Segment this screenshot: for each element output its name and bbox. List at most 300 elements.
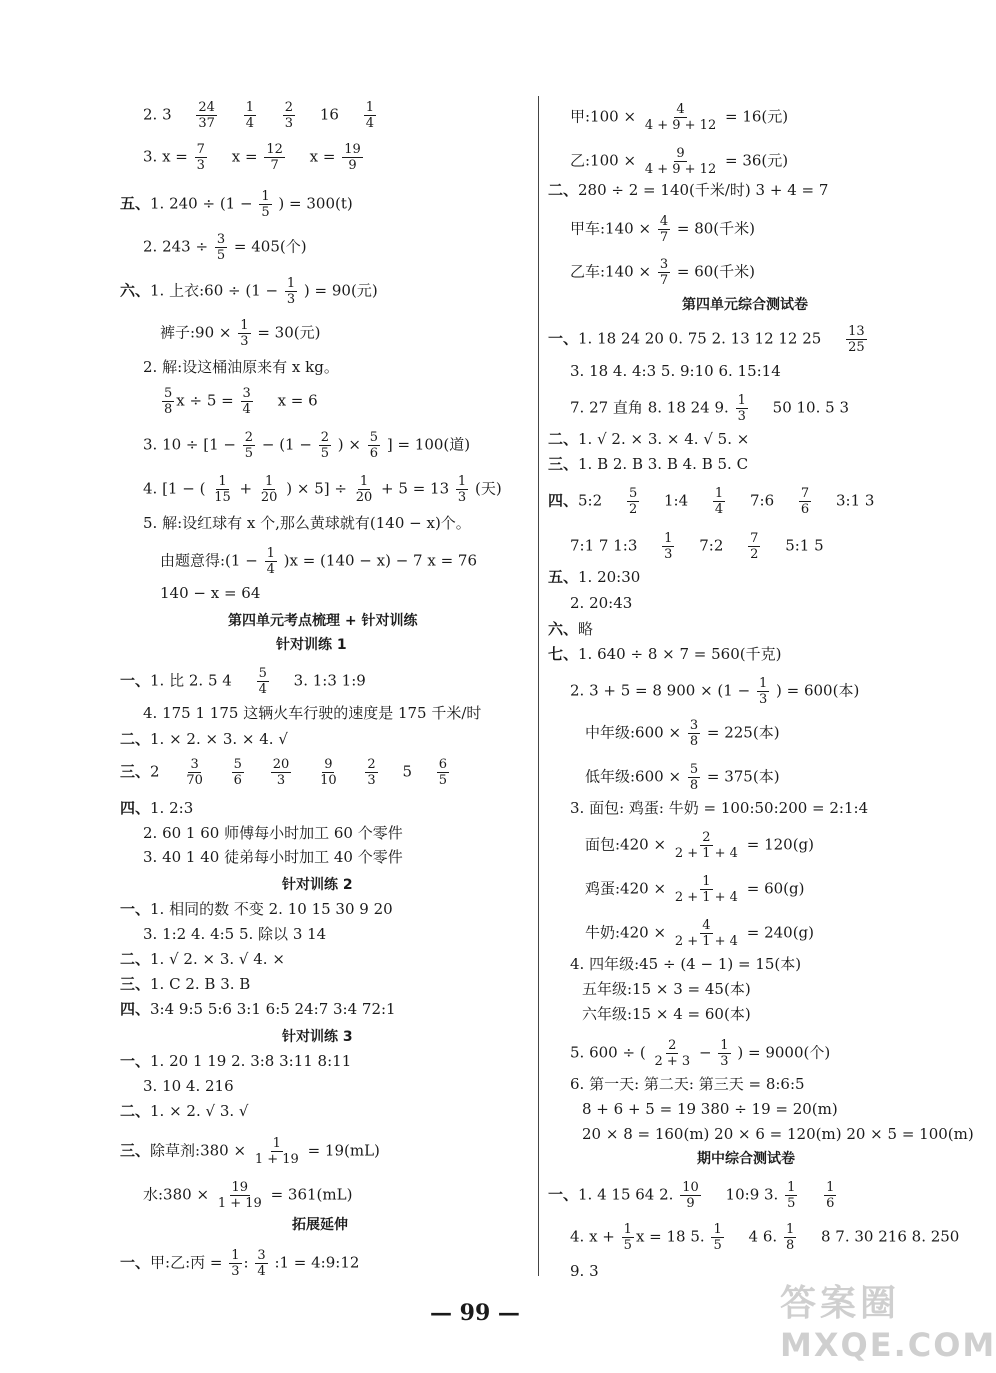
fraction: [238, 318, 250, 349]
fraction: [342, 142, 363, 173]
text: 甲:100 ×: [570, 107, 637, 126]
denominator: 5: [320, 446, 329, 461]
numerator: 1: [702, 874, 711, 889]
text: = 375(本): [706, 767, 780, 786]
section-label: 三、: [548, 455, 579, 473]
text: ) = 90(元): [303, 281, 378, 300]
numerator: 1: [787, 1180, 796, 1195]
numerator: 1: [272, 1136, 281, 1151]
answer-line: [570, 1038, 830, 1069]
numerator: 10: [682, 1180, 699, 1195]
denominator: 3: [196, 158, 205, 173]
fraction: [365, 757, 377, 788]
numerator: 1: [286, 276, 296, 291]
text: 5:2: [578, 491, 603, 510]
numerator: 1: [713, 1222, 722, 1237]
answer-line: 140 − x = 64: [160, 584, 261, 602]
numerator: 1: [265, 474, 274, 489]
text: +: [239, 479, 253, 498]
numerator: 4: [659, 214, 669, 229]
answer-line: [570, 102, 788, 133]
section-label: 二、: [120, 730, 151, 748]
section-label: 三、: [120, 762, 151, 781]
text: = 16(元): [725, 107, 789, 126]
denominator: 4: [714, 502, 724, 517]
text: )x = (140 − x) − 7 x = 76: [283, 551, 478, 570]
denominator: 3: [367, 773, 376, 788]
denominator: 4: [266, 562, 275, 577]
section-label: 二、: [120, 950, 151, 968]
denominator: 7: [659, 273, 669, 288]
text: 4 6.: [748, 1227, 778, 1246]
denominator: 4 + 9 + 12: [644, 162, 717, 177]
numerator: 1: [714, 486, 724, 501]
denominator: 8: [785, 1238, 795, 1253]
numerator: 1: [758, 676, 768, 691]
text: x =: [231, 147, 258, 166]
fraction: [244, 100, 256, 131]
denominator: 2: [750, 547, 759, 562]
section-label: 七、: [548, 645, 579, 663]
denominator: 25: [848, 340, 865, 355]
text: ) = 9000(个): [737, 1043, 831, 1062]
section-label: 二、: [120, 1102, 151, 1120]
numerator: 5: [258, 666, 267, 681]
numerator: 1: [664, 531, 673, 546]
denominator: 15: [214, 490, 231, 505]
fraction: [257, 666, 269, 697]
text: ) = 600(本): [776, 681, 860, 700]
answer-line: [548, 324, 869, 355]
fraction: [748, 531, 760, 562]
numerator: 24: [198, 100, 215, 115]
text: x ÷ 5 =: [176, 391, 234, 410]
denominator: 2 + 3: [654, 1054, 691, 1069]
answer-line: [585, 830, 814, 861]
fraction: [688, 762, 700, 793]
numerator: 12: [266, 142, 283, 157]
fraction: [711, 1222, 723, 1253]
denominator: 6: [800, 502, 810, 517]
text: 7:2: [699, 536, 724, 555]
text: −: [698, 1043, 712, 1062]
fraction: [643, 146, 718, 177]
numerator: 1: [218, 474, 227, 489]
text: 3:1 3: [835, 491, 875, 510]
denominator: 9: [348, 158, 357, 173]
denominator: 8: [689, 734, 699, 749]
numerator: 5: [164, 386, 173, 401]
text: 280 ÷ 2 = 140(千米/时) 3 + 4 = 7: [578, 181, 829, 199]
fraction: [196, 100, 217, 131]
numerator: 1: [826, 1180, 835, 1195]
fraction: [718, 1038, 730, 1069]
answer-line: [570, 531, 824, 562]
denominator: 2 + 1 + 4: [674, 846, 738, 861]
section-label: 一、: [548, 329, 579, 348]
section-heading: 针对训练 3: [282, 1029, 353, 1045]
text: 5. 600 ÷ (: [570, 1043, 646, 1062]
fraction: [622, 1222, 634, 1253]
text: :1 = 4:9:12: [274, 1253, 360, 1272]
text: + 5 = 13: [381, 479, 450, 498]
denominator: 3: [276, 773, 286, 788]
text: 甲:乙:丙 =: [150, 1253, 223, 1272]
text: = 19(mL): [307, 1141, 380, 1160]
section-label: 一、: [120, 1253, 151, 1272]
answer-line: [120, 666, 366, 697]
text: 5:1 5: [785, 536, 824, 555]
denominator: 5: [713, 1238, 722, 1253]
text: 1:4: [664, 491, 689, 510]
section-label: 四、: [120, 1000, 151, 1018]
denominator: 3: [758, 692, 768, 707]
text: 3. 10 ÷ [1 −: [143, 435, 237, 454]
denominator: 2 + 1 + 4: [674, 934, 738, 949]
fraction: [673, 918, 740, 949]
text: 1. 20 1 19 2. 3:8 3:11 8:11: [150, 1052, 352, 1070]
denominator: 3: [231, 1264, 240, 1279]
section-label: 二、: [548, 430, 579, 448]
answer-line: [585, 874, 804, 905]
section-label: 一、: [120, 900, 151, 918]
text: 7. 27 直角 8. 18 24 9.: [570, 398, 729, 417]
denominator: 6: [233, 773, 242, 788]
numerator: 1: [623, 1222, 632, 1237]
text: 8 7. 30 216 8. 250: [821, 1227, 960, 1246]
numerator: 1: [240, 318, 249, 333]
denominator: 4: [258, 682, 267, 697]
text: 中年级:600 ×: [585, 723, 682, 742]
denominator: 4: [242, 402, 251, 417]
fraction: [658, 214, 670, 245]
text: x =: [309, 147, 336, 166]
answer-line: 3. 40 1 40 徒弟每小时加工 40 个零件: [143, 848, 403, 866]
answer-line: [143, 430, 470, 461]
fraction: [736, 393, 748, 424]
fraction: [184, 757, 205, 788]
answer-line: 六年级:15 × 4 = 60(本): [582, 1005, 751, 1023]
answer-line: 五年级:15 × 3 = 45(本): [582, 980, 751, 998]
numerator: 5: [369, 430, 379, 445]
fraction: [368, 430, 380, 461]
numerator: 20: [272, 757, 290, 772]
section-label: 四、: [120, 799, 151, 817]
denominator: 70: [186, 773, 203, 788]
answer-line: 2. 60 1 60 师傅每小时加工 60 个零件: [143, 824, 403, 842]
numerator: 13: [848, 324, 865, 339]
numerator: 2: [320, 430, 329, 445]
section-label: 六、: [120, 281, 151, 300]
denominator: 37: [198, 116, 215, 131]
answer-line: [160, 546, 477, 577]
fraction: [285, 276, 297, 307]
answer-line: [120, 757, 451, 788]
fraction: [688, 718, 700, 749]
denominator: 5: [261, 205, 270, 220]
section-label: 一、: [548, 1185, 579, 1204]
fraction: [658, 257, 670, 288]
text: 乙:100 ×: [570, 151, 637, 170]
fraction: [255, 1248, 267, 1279]
answer-line: [548, 453, 748, 475]
denominator: 3: [286, 292, 296, 307]
text: 牛奶:420 ×: [585, 923, 667, 942]
answer-line: 3. 18 4. 4:3 5. 9:10 6. 15:14: [570, 362, 781, 380]
denominator: 8: [164, 402, 173, 417]
answer-line: [120, 948, 285, 970]
text: 除草剂:380 ×: [150, 1141, 247, 1160]
numerator: 1: [720, 1038, 729, 1053]
section-label: 六、: [548, 620, 579, 638]
answer-line: [120, 1248, 359, 1279]
answer-line: [120, 1100, 248, 1122]
fraction: [264, 142, 285, 173]
text: = 60(g): [746, 879, 805, 898]
fraction: [364, 100, 376, 131]
fraction: [265, 546, 277, 577]
answer-line: 6. 第一天: 第二天: 第三天 = 8:6:5: [570, 1075, 805, 1093]
numerator: 3: [216, 232, 226, 247]
numerator: 7: [196, 142, 205, 157]
answer-line: [548, 1180, 838, 1211]
fraction: [785, 1180, 797, 1211]
numerator: 19: [344, 142, 361, 157]
denominator: 3: [457, 490, 467, 505]
denominator: 5: [216, 248, 226, 263]
answer-line: [570, 214, 755, 245]
text: = 405(个): [233, 237, 307, 256]
numerator: 5: [233, 757, 242, 772]
section-label: 一、: [120, 1052, 151, 1070]
text: = 36(元): [725, 151, 789, 170]
section-heading: 第四单元综合测试卷: [682, 297, 808, 313]
answer-line: [120, 728, 288, 750]
page-number: — 99 —: [430, 1300, 520, 1326]
denominator: 7: [659, 230, 669, 245]
text: 1. √ 2. × 3. × 4. √ 5. ×: [578, 430, 750, 448]
text: 低年级:600 ×: [585, 767, 682, 786]
fraction: [627, 486, 639, 517]
numerator: 7: [800, 486, 810, 501]
text: 7:1 7 1:3: [570, 536, 638, 555]
answer-line: [120, 1050, 351, 1072]
numerator: 3: [659, 257, 669, 272]
text: 2. 243 ÷: [143, 237, 209, 256]
numerator: 3: [242, 386, 251, 401]
answer-line: [143, 100, 378, 131]
text: − (1 −: [261, 435, 312, 454]
answer-line: [120, 797, 193, 819]
numerator: 1: [245, 100, 255, 115]
section-label: 一、: [120, 671, 151, 690]
answer-line: [548, 179, 828, 201]
answer-line: 5. 解:设红球有 x 个,那么黄球就有(140 − x)个。: [143, 514, 471, 532]
numerator: 4: [702, 918, 711, 933]
denominator: 4: [245, 116, 255, 131]
answer-line: [143, 142, 365, 173]
numerator: 1: [266, 546, 275, 561]
answer-line: [570, 393, 849, 424]
numerator: 1: [231, 1248, 240, 1263]
fraction: [259, 474, 280, 505]
answer-line: [548, 566, 640, 588]
denominator: 6: [369, 446, 379, 461]
fraction: [259, 189, 271, 220]
denominator: 4: [257, 1264, 266, 1279]
denominator: 1 + 19: [217, 1196, 262, 1211]
fraction: [757, 676, 769, 707]
answer-line: [585, 762, 780, 793]
answer-line: [160, 386, 318, 417]
section-heading: 第四单元考点梳理 + 针对训练: [228, 613, 418, 629]
numerator: 2: [244, 430, 254, 445]
text: 1. 640 ÷ 8 × 7 = 560(千克): [578, 645, 782, 663]
answer-line: [143, 1180, 352, 1211]
numerator: 2: [702, 830, 711, 845]
answer-line: [120, 898, 393, 920]
text: (天): [474, 479, 502, 498]
fraction: [243, 430, 255, 461]
text: 50 10. 5 3: [772, 398, 849, 417]
fraction: [824, 1180, 836, 1211]
fraction: [229, 1248, 241, 1279]
text: 面包:420 ×: [585, 835, 667, 854]
fraction: [354, 474, 375, 505]
numerator: 4: [676, 102, 685, 117]
section-label: 三、: [120, 975, 151, 993]
denominator: 3: [737, 409, 746, 424]
answer-line: [570, 1222, 959, 1253]
text: 1. 18 24 20 0. 75 2. 13 12 12 25: [578, 329, 822, 348]
fraction: [319, 430, 331, 461]
answer-line: [585, 918, 814, 949]
answer-line: 4. 四年级:45 ÷ (4 − 1) = 15(本): [570, 955, 802, 973]
numerator: 5: [689, 762, 699, 777]
right-column: [540, 0, 974, 1300]
denominator: 5: [787, 1196, 796, 1211]
text: ] = 100(道): [386, 435, 471, 454]
text: 1. 上衣:60 ÷ (1 −: [150, 281, 279, 300]
answer-line: [143, 474, 502, 505]
answer-line: [120, 189, 353, 220]
text: 1. 相同的数 不变 2. 10 15 30 9 20: [150, 900, 393, 918]
text: 甲车:140 ×: [570, 219, 652, 238]
text: 1. 2:3: [150, 799, 194, 817]
denominator: 3: [284, 116, 294, 131]
fraction: [643, 102, 718, 133]
denominator: 3: [664, 547, 673, 562]
text: 3:4 9:5 5:6 3:1 6:5 24:7 3:4 72:1: [150, 1000, 396, 1018]
text: 7:6: [749, 491, 775, 510]
denominator: 3: [240, 334, 249, 349]
fraction: [437, 757, 449, 788]
text: 1. 比 2. 5 4: [150, 671, 232, 690]
numerator: 3: [689, 718, 699, 733]
text: = 30(元): [257, 323, 321, 342]
section-label: 五、: [120, 194, 151, 213]
answer-line: [120, 998, 396, 1020]
text: 10:9 3.: [725, 1185, 779, 1204]
text: :: [243, 1253, 249, 1272]
answer-line: 2. 解:设这桶油原来有 x kg。: [143, 358, 339, 376]
answer-line: [548, 486, 874, 517]
denominator: 2 + 1 + 4: [674, 890, 738, 905]
text: = 60(千米): [676, 262, 756, 281]
numerator: 1: [365, 100, 375, 115]
denominator: 20: [260, 490, 278, 505]
fraction: [846, 324, 867, 355]
numerator: 1: [785, 1222, 795, 1237]
fraction: [283, 100, 295, 131]
text: 1. √ 2. × 3. √ 4. ×: [150, 950, 285, 968]
text: 鸡蛋:420 ×: [585, 879, 667, 898]
numerator: 1: [457, 474, 467, 489]
numerator: 3: [257, 1248, 266, 1263]
text: ) = 300(t): [278, 194, 353, 213]
numerator: 9: [676, 146, 685, 161]
text: 3. 1:3 1:9: [293, 671, 366, 690]
answer-line: 20 × 8 = 160(m) 20 × 6 = 120(m) 20 × 5 = 100(m): [582, 1125, 974, 1143]
watermark-logo: [780, 1275, 996, 1365]
text: 1. C 2. B 3. B: [150, 975, 251, 993]
answer-line: [570, 676, 859, 707]
denominator: 5: [244, 446, 254, 461]
numerator: 1: [261, 189, 270, 204]
numerator: 2: [668, 1038, 677, 1053]
text: 1. × 2. × 3. × 4. √: [150, 730, 288, 748]
denominator: 1 + 19: [254, 1152, 299, 1167]
numerator: 7: [750, 531, 759, 546]
numerator: 9: [324, 757, 333, 772]
answer-line: [160, 318, 320, 349]
answer-line: 4. 175 1 175 这辆火车行驶的速度是 175 千米/时: [143, 704, 482, 722]
section-label: 五、: [548, 568, 579, 586]
numerator: 19: [231, 1180, 249, 1195]
fraction: [216, 1180, 264, 1211]
answer-line: [548, 618, 593, 640]
fraction: [799, 486, 811, 517]
denominator: 9: [686, 1196, 695, 1211]
fraction: [662, 531, 674, 562]
text: 略: [578, 620, 594, 638]
answer-line: 3. 10 4. 216: [143, 1077, 234, 1095]
numerator: 6: [438, 757, 448, 772]
denominator: 2: [628, 502, 638, 517]
fraction: [232, 757, 244, 788]
text: 1. B 2. B 3. B 4. B 5. C: [578, 455, 749, 473]
text: 乙车:140 ×: [570, 262, 652, 281]
numerator: 2: [367, 757, 376, 772]
text: x = 18 5.: [635, 1227, 705, 1246]
denominator: 10: [320, 773, 337, 788]
text: x = 6: [277, 391, 318, 410]
answer-line: [548, 428, 749, 450]
text: 裤子:90 ×: [160, 323, 232, 342]
numerator: 3: [190, 757, 199, 772]
watermark-url: MXQE.COM: [780, 1326, 996, 1364]
section-heading: 拓展延伸: [292, 1217, 348, 1233]
fraction: [673, 874, 740, 905]
denominator: 7: [270, 158, 279, 173]
numerator: 1: [737, 393, 746, 408]
denominator: 5: [623, 1238, 632, 1253]
fraction: [215, 232, 227, 263]
text: 1. 4 15 64 2.: [578, 1185, 674, 1204]
answer-line: [585, 718, 780, 749]
text: 2: [150, 762, 160, 781]
text: ) × 5] ÷: [286, 479, 347, 498]
